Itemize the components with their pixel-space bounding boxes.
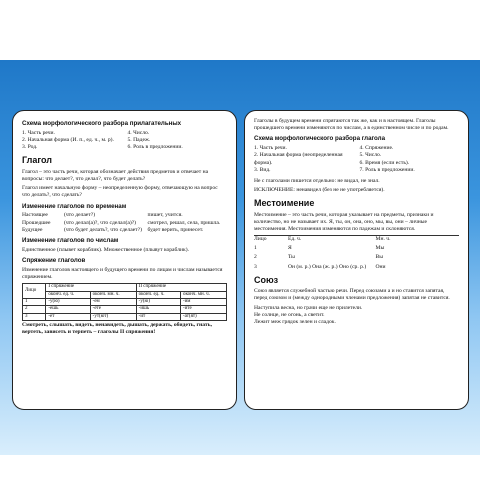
conjugation-table (22, 283, 227, 321)
number-heading: Изменение глаголов по числам (22, 236, 119, 244)
tense-name: Прошедшее (22, 219, 51, 226)
tense-example: пишет, учится. (147, 212, 183, 219)
union-example: Не солнце, не огонь, а светит. (254, 311, 325, 318)
table-header: оконч. ед. ч. (136, 291, 180, 298)
table-header: I спряжение (46, 284, 136, 291)
table-cell: Ты (288, 254, 295, 261)
right-page (244, 110, 469, 410)
tense-row (22, 227, 227, 234)
table-cell: 2 (254, 254, 257, 261)
scheme-item: 6. Роль в предложении. (127, 144, 183, 151)
table-header: Ед. ч. (288, 236, 302, 243)
table-row (254, 254, 459, 261)
table-header: оконч. ед. ч. (46, 291, 90, 298)
tense-row (22, 220, 227, 227)
tense-name: Будущее (22, 226, 43, 233)
table-row (23, 306, 227, 313)
union-example: Лежит меж грядок зелен и сладок. (254, 318, 336, 325)
scheme-item: 3. Вид. (254, 166, 271, 173)
scheme-item: 7. Роль в предложении. (359, 166, 415, 173)
union-definition: Союз является служебной частью речи. Перед союзами а и но ставится запятая, перед союзом и (между однородными членами предложения) запятая не ставится. (254, 288, 450, 302)
pronoun-heading: Местоимение (254, 198, 315, 209)
tense-example: смотрел, решал, села, пришла. (147, 219, 221, 226)
table-header: оконч. мн. ч. (90, 291, 136, 298)
verb-heading: Глагол (22, 155, 52, 166)
table-row (23, 299, 227, 306)
verb-scheme (254, 145, 459, 174)
table-cell: -ите (180, 306, 226, 313)
tense-question: (что будет делать?, что сделает?) (64, 226, 142, 233)
table-row (23, 313, 227, 320)
tense-row (22, 212, 227, 219)
pronoun-definition: Местоимение – это часть речи, которая указывает на предметы, признаки и количество, но не называет их. Я, ты, он, она, оно, мы, вы, они – личные местоимения. Местоимения изменяются по падежам и склоняются. (254, 211, 434, 233)
verb-initial-form: Глагол имеет начальную форму – неопределенную форму, отвечающую на вопрос что делать?, что сделать? (22, 185, 218, 199)
union-example: Наступила весна, но грачи еще не прилетели. (254, 304, 363, 311)
conjugation-text: Изменение глаголов настоящего и будущего времени по лицам и числам называется спряжением. (22, 266, 223, 281)
left-page (12, 110, 237, 410)
tense-name: Настоящее (22, 212, 48, 219)
table-header: Лицо (254, 236, 267, 243)
tense-heading: Изменение глаголов по временам (22, 202, 127, 210)
table-row (254, 245, 459, 252)
table-cell: Вы (375, 254, 383, 261)
verb-scheme-title: Схема морфологического разбора глагола (254, 135, 386, 143)
table-cell: Мы (375, 245, 385, 252)
table-cell: -ете (90, 306, 136, 313)
table-cell: 2 (23, 306, 46, 313)
adjective-scheme-title: Схема морфологического разбора прилагательных (22, 120, 182, 127)
scheme-item: 1. Часть речи. (22, 129, 55, 136)
scheme-item: 1. Часть речи. (254, 145, 287, 152)
number-text: Единственное (плывет кораблик). Множественное (плывут кораблик). (22, 246, 189, 253)
tense-question: (что делает?) (64, 212, 96, 219)
adjective-scheme (22, 130, 227, 151)
table-header: Лицо (23, 284, 46, 299)
table-cell: -у(ю) (136, 299, 180, 306)
table-cell: 1 (23, 299, 46, 306)
table-cell: Он (м. р.) Она (ж. р.) Оно (ср. р.) (288, 263, 367, 270)
scheme-item: 4. Число. (127, 129, 150, 136)
ne-exception: ИСКЛЮЧЕНИЕ: ненавидел (без не не употребляется). (254, 187, 385, 194)
table-cell: 3 (23, 313, 46, 320)
verb-definition: Глагол – это часть речи, которая обозначает действия предметов и отвечает на вопросы: что делает?, что делал?, что будет делать? (22, 168, 209, 183)
table-cell: -ит (136, 313, 180, 320)
table-cell: Они (375, 263, 386, 270)
table-header: II спряжение (136, 284, 226, 291)
tense-question: (что делал(а)?, что сделал(а)?) (64, 219, 137, 226)
tense-example: будет верить, принесет. (147, 226, 204, 233)
table-cell: -у(ю) (46, 299, 90, 306)
table-cell: Я (288, 245, 292, 252)
scheme-item: 5. Число. (359, 152, 382, 159)
scheme-item: 4. Спряжение. (359, 145, 394, 152)
table-cell: -ешь (46, 306, 90, 313)
table-cell: 3 (254, 263, 257, 270)
table-cell: -ем (90, 299, 136, 306)
table-header: Мн. ч. (375, 236, 391, 243)
table-header: оконч. мн. ч. (180, 291, 226, 298)
scheme-item: 2. Начальная форма (И. п., ед. ч., м. р). (22, 137, 114, 144)
scheme-item: 6. Время (если есть). (359, 159, 410, 166)
table-cell: -им (180, 299, 226, 306)
table-header-row (254, 235, 459, 243)
verb-tense-intro: Глаголы в будущем времени спрягаются так же, как и в настоящем. Глаголы прошедшего времени изменяются по числам, а в единственном числе и по родам. (254, 118, 449, 132)
table-cell: 1 (254, 245, 257, 252)
table-cell: -ат(ят) (180, 313, 226, 320)
scheme-item: 5. Падеж. (127, 137, 151, 144)
ne-rule: Не с глаголами пишется отдельно: не видал, не знал. (254, 177, 380, 184)
conjugation-heading: Спряжение глаголов (22, 257, 86, 265)
conjugation-exceptions: Смотреть, слышать, видеть, ненавидеть, дышать, держать, обидеть, гнать, вертеть, зависеть и терпеть – глаголы II спряжения! (22, 322, 212, 336)
scheme-item: 2. Начальная форма (неопределенная форма). (254, 152, 343, 166)
pronoun-table (254, 235, 459, 271)
table-cell: -ут(ют) (90, 313, 136, 320)
union-heading: Союз (254, 274, 279, 285)
table-row (254, 264, 459, 271)
table-cell: -ишь (136, 306, 180, 313)
scheme-item: 3. Род. (22, 144, 38, 151)
table-cell: -ет (46, 313, 90, 320)
